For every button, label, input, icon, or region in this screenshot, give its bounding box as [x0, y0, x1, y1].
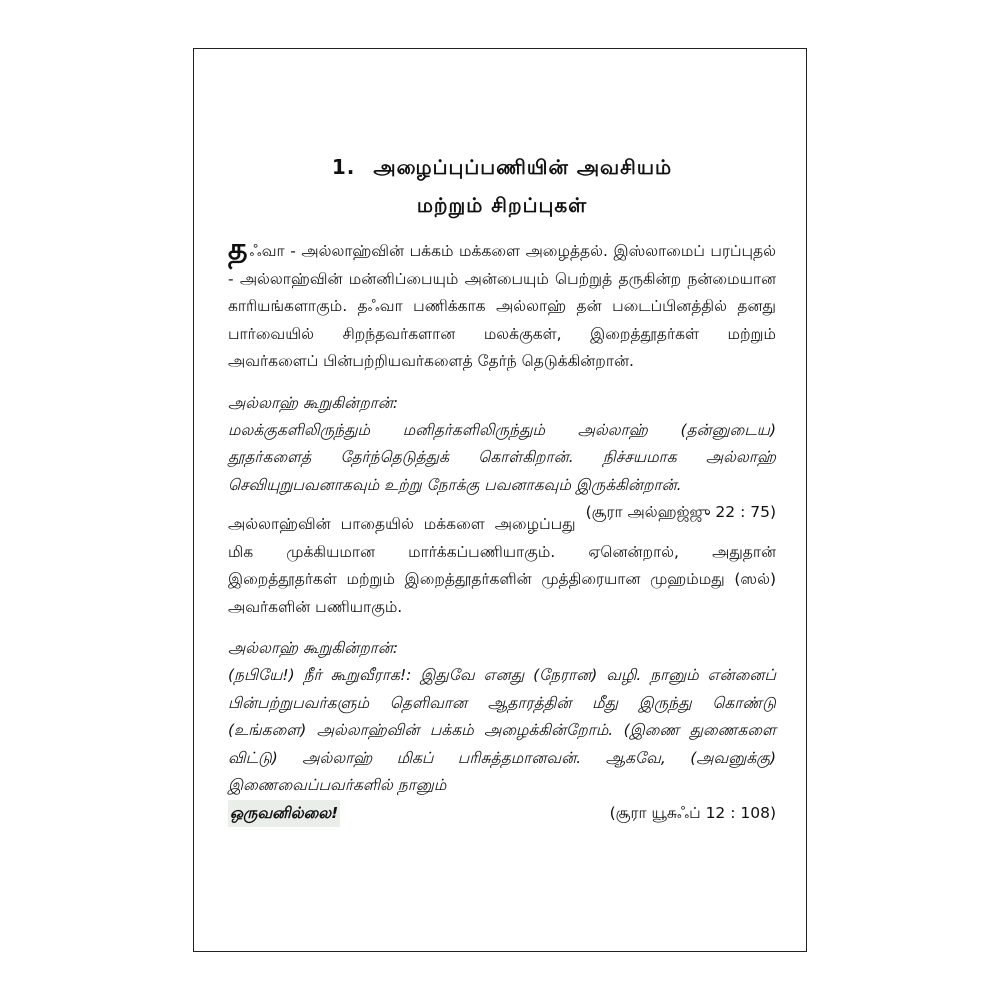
chapter-title-line2: மற்றும் சிறப்புகள் [416, 193, 588, 217]
quote1-heading: அல்லாஹ் கூறுகின்றான்: [228, 393, 399, 412]
second-paragraph: அல்லாஹ்வின் பாதையில் மக்களை அழைப்பது மிக முக்கியமான மார்க்கப்பணியாகும். ஏனென்றால், அதுதான் இறைத்தூதர்கள் மற்றும் இறைத்தூதர்களின் முத்திரையான முஹம்மது (ஸல்) அவர்களின் பணியாகும். [228, 515, 776, 616]
quote1-reference: (சூரா அல்ஹஜ்ஜு 22 : 75) [585, 503, 776, 521]
chapter-number: 1. [331, 155, 356, 179]
chapter-title-line1: அழைப்புப்பணியின் அவசியம் [373, 155, 673, 179]
drop-cap: த [228, 232, 248, 267]
quote2-reference: (சூரா யூசுஃப் 12 : 108) [609, 803, 776, 822]
intro-paragraph-text: ஃவா - அல்லாஹ்வின் பக்கம் மக்களை அழைத்தல். இஸ்லாமைப் பரப்புதல் - அல்லாஹ்வின் மன்னிப்பையும் அன்பையும் பெற்றுத் தருகின்ற நன்மையான காரியங்களாகும். தஃவா பணிக்காக அல்லாஹ் தன் படைப்பினத்தில் தனது பார்வையில் சிறந்தவர்களான மலக்குகள், இறைத்தூதர்கள் மற்றும் அவர்களைப் பின்பற்றியவர்களைத் தேர்ந் தெடுக்கின்றான். [228, 242, 776, 370]
quote1-text [228, 417, 776, 521]
quote2-last-line [228, 800, 776, 828]
page-content [228, 148, 776, 827]
quote2-heading: அல்லாஹ் கூறுகின்றான்: [228, 639, 399, 657]
quote2-text [228, 662, 776, 800]
quote1-body: மலக்குகளிலிருந்தும் மனிதர்களிலிருந்தும் அல்லாஹ் (தன்னுடைய) தூதர்களைத் தேர்ந்தெடுத்துக் கொள்கிறான். நிச்சயமாக அல்லாஹ் செவியுறுபவனாகவும் உற்று நோக்கு பவனாகவும் இருக்கின்றான். [228, 420, 776, 494]
intro-paragraph [228, 232, 776, 376]
quote2-body: (நபியே!) நீர் கூறுவீராக!: இதுவே எனது (நேரான) வழி. நானும் என்னைப் பின்பற்றுபவர்களும் தெளிவான ஆதாரத்தின் மீது இருந்து கொண்டு (உங்களை) அல்லாஹ்வின் பக்கம் அழைக்கின்றோம். (இணை துணைகளை விட்டு) அல்லாஹ் மிகப் பரிசுத்தமானவன். ஆகவே, (அவனுக்கு) இணைவைப்பவர்களில் நானும் [228, 666, 776, 794]
chapter-title [228, 148, 776, 224]
quote2-last-word: ஒருவனில்லை! [228, 800, 340, 828]
